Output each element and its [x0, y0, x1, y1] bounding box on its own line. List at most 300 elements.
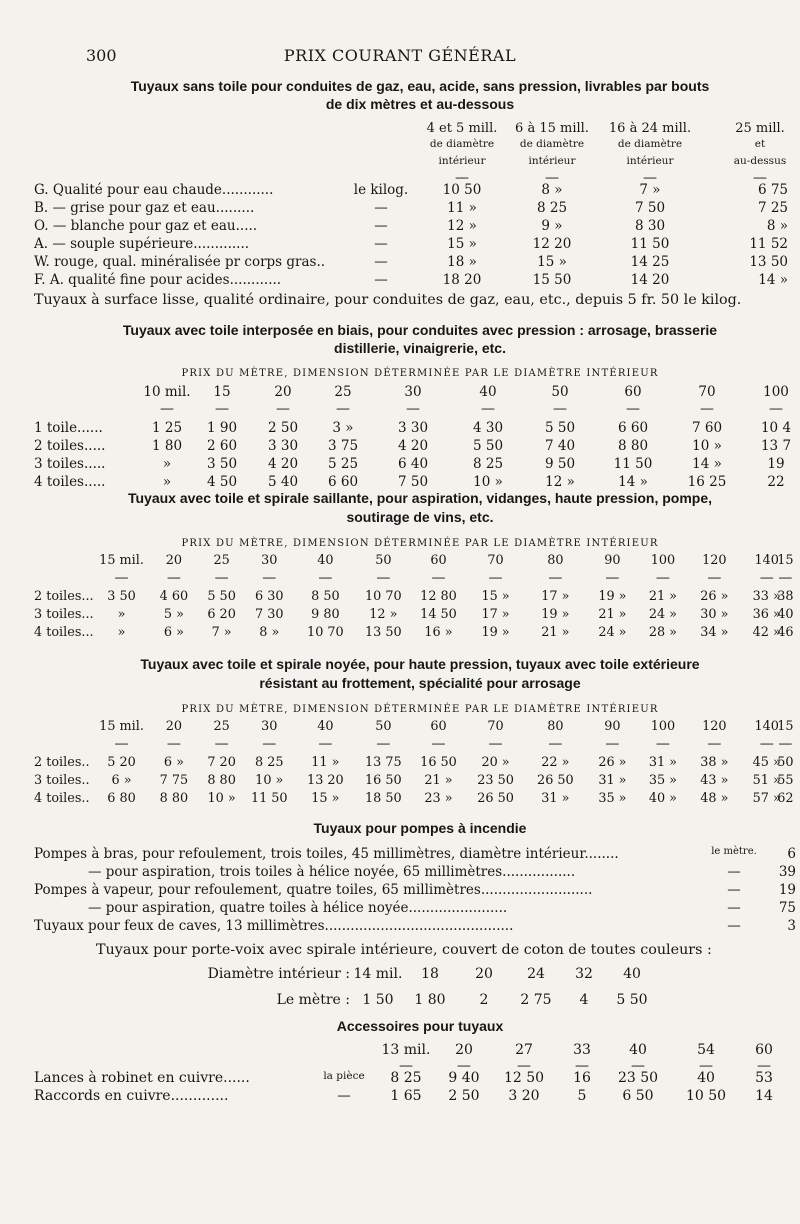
column-divider-dash: — — [643, 170, 657, 186]
price-cell: 4 — [579, 992, 589, 1008]
price-cell: 11 50 — [613, 456, 653, 472]
price-cell: 26 » — [700, 589, 729, 604]
price-cell: 43 » — [700, 773, 729, 788]
list-item-unit: — — [727, 918, 741, 934]
price-cell: 7 20 — [207, 755, 236, 770]
diameter-header: 100 — [650, 553, 676, 568]
price-cell: » — [162, 474, 172, 490]
price-cell: 10 70 — [365, 589, 402, 604]
diameter-header: 120 — [702, 553, 727, 568]
column-header: intérieur — [528, 155, 576, 167]
price-cell: 9 » — [541, 218, 563, 234]
section-6-diam-label: Diamètre intérieur : — [207, 966, 350, 982]
column-header: intérieur — [626, 155, 674, 167]
list-item-unit: le mètre. — [711, 846, 757, 857]
section-2-title: Tuyaux avec toile interposée en biais, pour conduites avec pression : arrosage, brasserie — [122, 322, 718, 338]
diameter-header: 27 — [515, 1042, 533, 1058]
price-cell: 7 60 — [691, 420, 723, 436]
price-cell: 7 40 — [544, 438, 576, 454]
price-cell: » — [162, 456, 172, 472]
price-cell: 10 » — [255, 773, 284, 788]
diameter-header: 100 — [650, 719, 676, 734]
section-5-title: Tuyaux pour pompes à incendie — [313, 820, 527, 836]
price-cell: 38 — [777, 589, 794, 604]
diameter-header: 100 — [763, 384, 789, 400]
price-cell: 19 » — [481, 625, 510, 640]
diameter-cell: 24 — [527, 966, 545, 982]
list-item-label: Pompes à vapeur, pour refoulement, quatre toiles, 65 millimètres.......................... — [34, 882, 593, 898]
diameter-header: 50 — [375, 553, 392, 568]
section-4-title: Tuyaux avec toile et spirale noyée, pour haute pression, tuyaux avec toile extérieure — [140, 656, 700, 672]
price-cell: 11 50 — [250, 791, 288, 806]
price-cell: 5 50 — [616, 992, 648, 1008]
price-cell: 2 — [479, 992, 489, 1008]
price-cell: 38 » — [700, 755, 729, 770]
diameter-header: 70 — [698, 384, 716, 400]
price-cell: 35 » — [598, 791, 627, 806]
price-cell: 3 » — [332, 420, 354, 436]
price-cell: 1 80 — [151, 438, 183, 454]
section-3-caption: PRIX DU MÈTRE, DIMENSION DÉTERMINÉE PAR LE DIAMÈTRE INTÉRIEUR — [181, 538, 659, 549]
price-cell: 5 — [577, 1088, 587, 1104]
column-divider-dash: — — [166, 736, 181, 752]
diameter-header: 15 mil. — [99, 553, 144, 568]
list-item-price: 3 — [787, 918, 796, 934]
price-cell: 21 » — [424, 773, 453, 788]
running-title: PRIX COURANT GÉNÉRAL — [283, 46, 517, 65]
column-divider-dash: — — [166, 570, 181, 586]
diameter-header: 90 — [604, 719, 621, 734]
price-cell: 15 » — [311, 791, 340, 806]
price-cell: 4 20 — [267, 456, 299, 472]
section-4-title-line2: résistant au frottement, spécialité pour arrosage — [259, 675, 581, 691]
diameter-header: 80 — [547, 553, 564, 568]
column-divider-dash: — — [759, 570, 774, 586]
column-divider-dash: — — [605, 736, 620, 752]
section-1-title: Tuyaux sans toile pour conduites de gaz, eau, acide, sans pression, livrables par bouts — [130, 78, 710, 94]
price-cell: 19 » — [598, 589, 627, 604]
price-cell: 12 50 — [503, 1070, 545, 1086]
column-header: 25 mill. — [735, 121, 785, 136]
diameter-header: 30 — [261, 553, 278, 568]
price-cell: 15 » — [537, 254, 567, 270]
price-cell: 7 30 — [255, 607, 284, 622]
price-cell: 10 4 — [760, 420, 792, 436]
price-cell: 5 50 — [544, 420, 576, 436]
price-cell: 12 » — [545, 474, 575, 490]
list-item-label: — pour aspiration, quatre toiles à hélice noyée....................... — [88, 900, 508, 916]
price-cell: 7 » — [639, 182, 661, 198]
price-cell: 3 75 — [327, 438, 359, 454]
column-divider-dash: — — [605, 570, 620, 586]
diameter-header: 120 — [702, 719, 727, 734]
list-item-price: 6 — [787, 846, 796, 862]
price-cell: 42 » — [752, 625, 781, 640]
price-cell: 3 50 — [206, 456, 238, 472]
diameter-header: 60 — [755, 1042, 773, 1058]
price-cell: 7 » — [211, 625, 232, 640]
row-unit: la pièce — [323, 1070, 365, 1082]
price-cell: 23 50 — [617, 1070, 659, 1086]
price-cell: 12 80 — [420, 589, 457, 604]
column-divider-dash: — — [406, 401, 420, 417]
price-cell: 36 » — [752, 607, 781, 622]
row-label: 2 toiles.. — [34, 755, 90, 770]
column-divider-dash: — — [548, 736, 563, 752]
price-cell: 1 25 — [151, 420, 183, 436]
price-cell: 7 50 — [397, 474, 429, 490]
price-cell: 7 50 — [634, 200, 666, 216]
row-label: 3 toiles... — [34, 607, 94, 622]
price-cell: 6 40 — [397, 456, 429, 472]
section-2-title-line2: distillerie, vinaigrerie, etc. — [334, 340, 506, 356]
price-cell: 26 50 — [537, 773, 574, 788]
row-label: 1 toile...... — [34, 420, 103, 436]
diameter-header: 25 — [213, 553, 230, 568]
price-cell: 14 » — [618, 474, 648, 490]
column-divider-dash: — — [114, 736, 129, 752]
price-cell: 11 » — [311, 755, 340, 770]
column-divider-dash: — — [318, 736, 333, 752]
price-cell: 14 20 — [630, 272, 670, 288]
diameter-header: 60 — [430, 553, 447, 568]
column-divider-dash: — — [699, 1058, 713, 1074]
price-cell: 1 65 — [390, 1088, 422, 1104]
price-cell: 9 80 — [311, 607, 340, 622]
column-divider-dash: — — [753, 170, 767, 186]
price-cell: 40 » — [648, 791, 677, 806]
price-cell: 28 » — [648, 625, 677, 640]
diameter-header: 40 — [317, 719, 334, 734]
price-cell: 10 » — [207, 791, 236, 806]
price-cell: 6 30 — [255, 589, 284, 604]
column-divider-dash: — — [517, 1058, 531, 1074]
diameter-header: 30 — [261, 719, 278, 734]
diameter-header: 20 — [274, 384, 292, 400]
list-item-label: Tuyaux pour feux de caves, 13 millimètres............................................ — [34, 918, 514, 934]
diameter-header: 10 mil. — [143, 384, 191, 400]
column-header: 4 et 5 mill. — [426, 121, 498, 136]
diameter-header: 15 — [213, 384, 231, 400]
price-cell: 13 75 — [365, 755, 402, 770]
column-divider-dash: — — [488, 570, 503, 586]
row-label: 2 toiles..... — [34, 438, 106, 454]
section-6-price-label: Le mètre : — [276, 992, 350, 1008]
column-header: intérieur — [438, 155, 486, 167]
column-divider-dash: — — [215, 401, 229, 417]
diameter-header: 20 — [165, 719, 183, 734]
price-cell: 40 — [777, 607, 794, 622]
column-divider-dash: — — [655, 570, 670, 586]
price-cell: 6 75 — [757, 182, 788, 198]
section-3-title-line2: soutirage de vins, etc. — [346, 509, 494, 525]
row-unit: — — [374, 236, 388, 252]
price-cell: 12 » — [447, 218, 477, 234]
price-cell: 1 80 — [414, 992, 446, 1008]
row-label: F. A. qualité fine pour acides............ — [34, 272, 282, 288]
column-header: 16 à 24 mill. — [608, 121, 692, 136]
diameter-cell: 14 mil. — [353, 966, 403, 982]
price-cell: 34 » — [700, 625, 729, 640]
column-divider-dash: — — [336, 401, 350, 417]
diameter-header: 20 — [455, 1042, 473, 1058]
price-cell: 10 » — [473, 474, 503, 490]
price-cell: 40 — [697, 1070, 715, 1086]
price-cell: 8 » — [766, 218, 788, 234]
list-item-label: — pour aspiration, trois toiles à hélice noyée, 65 millimètres................. — [88, 864, 576, 880]
price-cell: 13 20 — [307, 773, 344, 788]
price-cell: 21 » — [598, 607, 627, 622]
price-cell: 8 30 — [634, 218, 666, 234]
price-cell: 8 25 — [536, 200, 568, 216]
price-cell: 4 20 — [397, 438, 429, 454]
column-divider-dash: — — [214, 736, 229, 752]
price-cell: 6 20 — [207, 607, 236, 622]
price-cell: 23 » — [424, 791, 453, 806]
price-cell: 30 » — [700, 607, 729, 622]
price-cell: 48 » — [700, 791, 729, 806]
row-label: 3 toiles.. — [34, 773, 90, 788]
row-label: G. Qualité pour eau chaude............ — [34, 182, 274, 198]
diameter-cell: 20 — [475, 966, 493, 982]
column-divider-dash: — — [626, 401, 640, 417]
price-cell: 9 40 — [448, 1070, 480, 1086]
price-cell: 7 25 — [757, 200, 788, 216]
price-cell: 21 » — [648, 589, 677, 604]
price-cell: 26 » — [598, 755, 627, 770]
diameter-header: 30 — [404, 384, 422, 400]
price-cell: 14 » — [692, 456, 722, 472]
price-cell: 17 » — [481, 607, 510, 622]
diameter-header: 20 — [165, 553, 183, 568]
diameter-header: 54 — [697, 1042, 715, 1058]
section-7-title: Accessoires pour tuyaux — [336, 1018, 504, 1034]
diameter-header: 80 — [547, 719, 564, 734]
price-cell: 1 50 — [362, 992, 394, 1008]
column-divider-dash: — — [455, 170, 469, 186]
price-cell: 8 80 — [617, 438, 649, 454]
section-3-title: Tuyaux avec toile et spirale saillante, pour aspiration, vidanges, haute pression, pompe, — [127, 490, 713, 506]
row-label: 4 toiles..... — [34, 474, 106, 490]
price-cell: 31 » — [598, 773, 627, 788]
price-cell: 1 90 — [206, 420, 238, 436]
price-cell: 4 30 — [472, 420, 504, 436]
price-cell: 14 — [755, 1088, 773, 1104]
price-cell: 24 » — [598, 625, 627, 640]
price-cell: 20 » — [481, 755, 510, 770]
list-item-price: 19 — [778, 882, 796, 898]
column-divider-dash: — — [759, 736, 774, 752]
price-cell: 14 50 — [420, 607, 457, 622]
price-cell: 46 — [777, 625, 794, 640]
price-cell: 50 — [777, 755, 794, 770]
price-cell: 8 25 — [390, 1070, 422, 1086]
column-divider-dash: — — [399, 1058, 413, 1074]
section-2-caption: PRIX DU MÈTRE, DIMENSION DÉTERMINÉE PAR LE DIAMÈTRE INTÉRIEUR — [181, 368, 659, 379]
column-divider-dash: — — [376, 736, 391, 752]
section-6-intro: Tuyaux pour porte-voix avec spirale intérieure, couvert de coton de toutes couleurs : — [96, 942, 712, 958]
price-cell: 3 50 — [107, 589, 136, 604]
price-cell: 8 80 — [207, 773, 236, 788]
column-divider-dash: — — [553, 401, 567, 417]
column-divider-dash: — — [114, 570, 129, 586]
diameter-header: 40 — [629, 1042, 647, 1058]
diameter-header: 140 — [754, 553, 779, 568]
price-cell: 8 » — [259, 625, 280, 640]
diameter-cell: 18 — [421, 966, 439, 982]
price-cell: 6 » — [163, 755, 184, 770]
price-cell: 8 25 — [472, 456, 504, 472]
row-label: 2 toiles... — [34, 589, 94, 604]
diameter-header: 40 — [317, 553, 334, 568]
price-cell: 24 » — [648, 607, 677, 622]
price-cell: 16 — [573, 1070, 591, 1086]
price-cell: » — [117, 625, 126, 640]
price-cell: 8 25 — [255, 755, 284, 770]
price-cell: 6 80 — [107, 791, 136, 806]
price-cell: 11 50 — [630, 236, 670, 252]
price-cell: 55 — [777, 773, 794, 788]
price-cell: 53 — [755, 1070, 773, 1086]
row-label: O. — blanche pour gaz et eau..... — [34, 218, 258, 234]
price-cell: 8 » — [541, 182, 563, 198]
diameter-header: 15 mil. — [99, 719, 144, 734]
price-cell: 14 25 — [630, 254, 670, 270]
price-cell: 5 50 — [207, 589, 236, 604]
column-divider-dash: — — [262, 736, 277, 752]
price-cell: 3 30 — [397, 420, 429, 436]
row-label: 4 toiles.. — [34, 791, 90, 806]
column-divider-dash: — — [457, 1058, 471, 1074]
price-cell: 21 » — [541, 625, 570, 640]
diameter-header: 60 — [430, 719, 447, 734]
column-header: de diamètre — [519, 138, 585, 150]
price-cell: 57 » — [752, 791, 781, 806]
column-divider-dash: — — [707, 736, 722, 752]
price-cell: 22 — [767, 474, 785, 490]
list-item-unit: — — [727, 864, 741, 880]
price-cell: 19 — [767, 456, 785, 472]
price-cell: 18 20 — [442, 272, 482, 288]
price-cell: 4 50 — [206, 474, 238, 490]
price-cell: 16 25 — [687, 474, 727, 490]
diameter-header: 40 — [479, 384, 497, 400]
column-divider-dash: — — [431, 570, 446, 586]
column-divider-dash: — — [707, 570, 722, 586]
column-divider-dash: — — [778, 736, 793, 752]
column-divider-dash: — — [778, 570, 793, 586]
price-cell: 3 30 — [267, 438, 299, 454]
row-label: 4 toiles... — [34, 625, 94, 640]
column-divider-dash: — — [376, 570, 391, 586]
row-label: B. — grise pour gaz et eau......... — [34, 200, 255, 216]
price-cell: 4 60 — [159, 589, 189, 604]
column-divider-dash: — — [700, 401, 714, 417]
price-cell: 35 » — [648, 773, 677, 788]
price-cell: 3 20 — [508, 1088, 540, 1104]
list-item-price: 39 — [778, 864, 796, 880]
section-1-note: Tuyaux à surface lisse, qualité ordinaire, pour conduites de gaz, eau, etc., depuis 5 fr. 50 le kilog. — [34, 292, 742, 308]
diameter-header: 50 — [375, 719, 392, 734]
diameter-header: 25 — [334, 384, 352, 400]
page-number: 300 — [86, 46, 117, 65]
column-divider-dash: — — [631, 1058, 645, 1074]
price-cell: 23 50 — [477, 773, 514, 788]
price-cell: 6 60 — [617, 420, 649, 436]
row-label: Lances à robinet en cuivre...... — [34, 1070, 250, 1086]
price-cell: 14 » — [758, 272, 788, 288]
section-1-title-line2: de dix mètres et au-dessous — [325, 96, 515, 112]
price-cell: 16 50 — [365, 773, 402, 788]
price-cell: 51 » — [752, 773, 781, 788]
price-cell: 45 » — [752, 755, 781, 770]
column-divider-dash: — — [262, 570, 277, 586]
diameter-header: 90 — [604, 553, 621, 568]
price-cell: 12 20 — [532, 236, 572, 252]
price-cell: 18 » — [447, 254, 477, 270]
price-cell: 10 50 — [685, 1088, 727, 1104]
price-cell: 8 50 — [311, 589, 340, 604]
price-cell: 13 7 — [760, 438, 792, 454]
price-cell: 6 » — [111, 773, 132, 788]
price-cell: 2 50 — [267, 420, 299, 436]
column-header: au-dessus — [733, 155, 787, 167]
price-cell: 16 » — [424, 625, 453, 640]
column-header: de diamètre — [429, 138, 495, 150]
price-cell: 2 60 — [206, 438, 238, 454]
price-cell: 17 » — [541, 589, 570, 604]
column-divider-dash: — — [160, 401, 174, 417]
row-label: Raccords en cuivre............. — [34, 1088, 229, 1104]
price-cell: 5 50 — [472, 438, 504, 454]
column-divider-dash: — — [431, 736, 446, 752]
column-divider-dash: — — [769, 401, 783, 417]
price-cell: 11 » — [447, 200, 477, 216]
price-cell: 31 » — [648, 755, 677, 770]
section-4-caption: PRIX DU MÈTRE, DIMENSION DÉTERMINÉE PAR LE DIAMÈTRE INTÉRIEUR — [181, 704, 659, 715]
diameter-header: 15 — [777, 719, 794, 734]
price-cell: 10 » — [692, 438, 722, 454]
list-item-unit: — — [727, 900, 741, 916]
price-cell: 5 25 — [327, 456, 359, 472]
diameter-header: 13 mil. — [381, 1042, 431, 1058]
column-divider-dash: — — [548, 570, 563, 586]
price-cell: 15 » — [447, 236, 477, 252]
price-cell: 2 75 — [520, 992, 552, 1008]
diameter-header: 60 — [624, 384, 642, 400]
price-cell: 10 70 — [307, 625, 344, 640]
price-cell: 2 50 — [448, 1088, 480, 1104]
column-header: 6 à 15 mill. — [515, 121, 589, 136]
list-item-unit: — — [727, 882, 741, 898]
diameter-header: 70 — [487, 719, 504, 734]
row-unit: — — [374, 218, 388, 234]
row-label: 3 toiles..... — [34, 456, 106, 472]
price-cell: 31 » — [541, 791, 570, 806]
diameter-header: 140 — [754, 719, 779, 734]
column-header: de diamètre — [617, 138, 683, 150]
column-divider-dash: — — [276, 401, 290, 417]
diameter-header: 70 — [487, 553, 504, 568]
diameter-header: 25 — [213, 719, 230, 734]
column-divider-dash: — — [545, 170, 559, 186]
row-unit: — — [374, 200, 388, 216]
row-label: W. rouge, qual. minéralisée pr corps gras.. — [34, 254, 326, 270]
price-cell: 5 » — [163, 607, 184, 622]
price-cell: 18 50 — [365, 791, 402, 806]
diameter-cell: 40 — [623, 966, 641, 982]
row-label: A. — souple supérieure............. — [34, 236, 250, 252]
